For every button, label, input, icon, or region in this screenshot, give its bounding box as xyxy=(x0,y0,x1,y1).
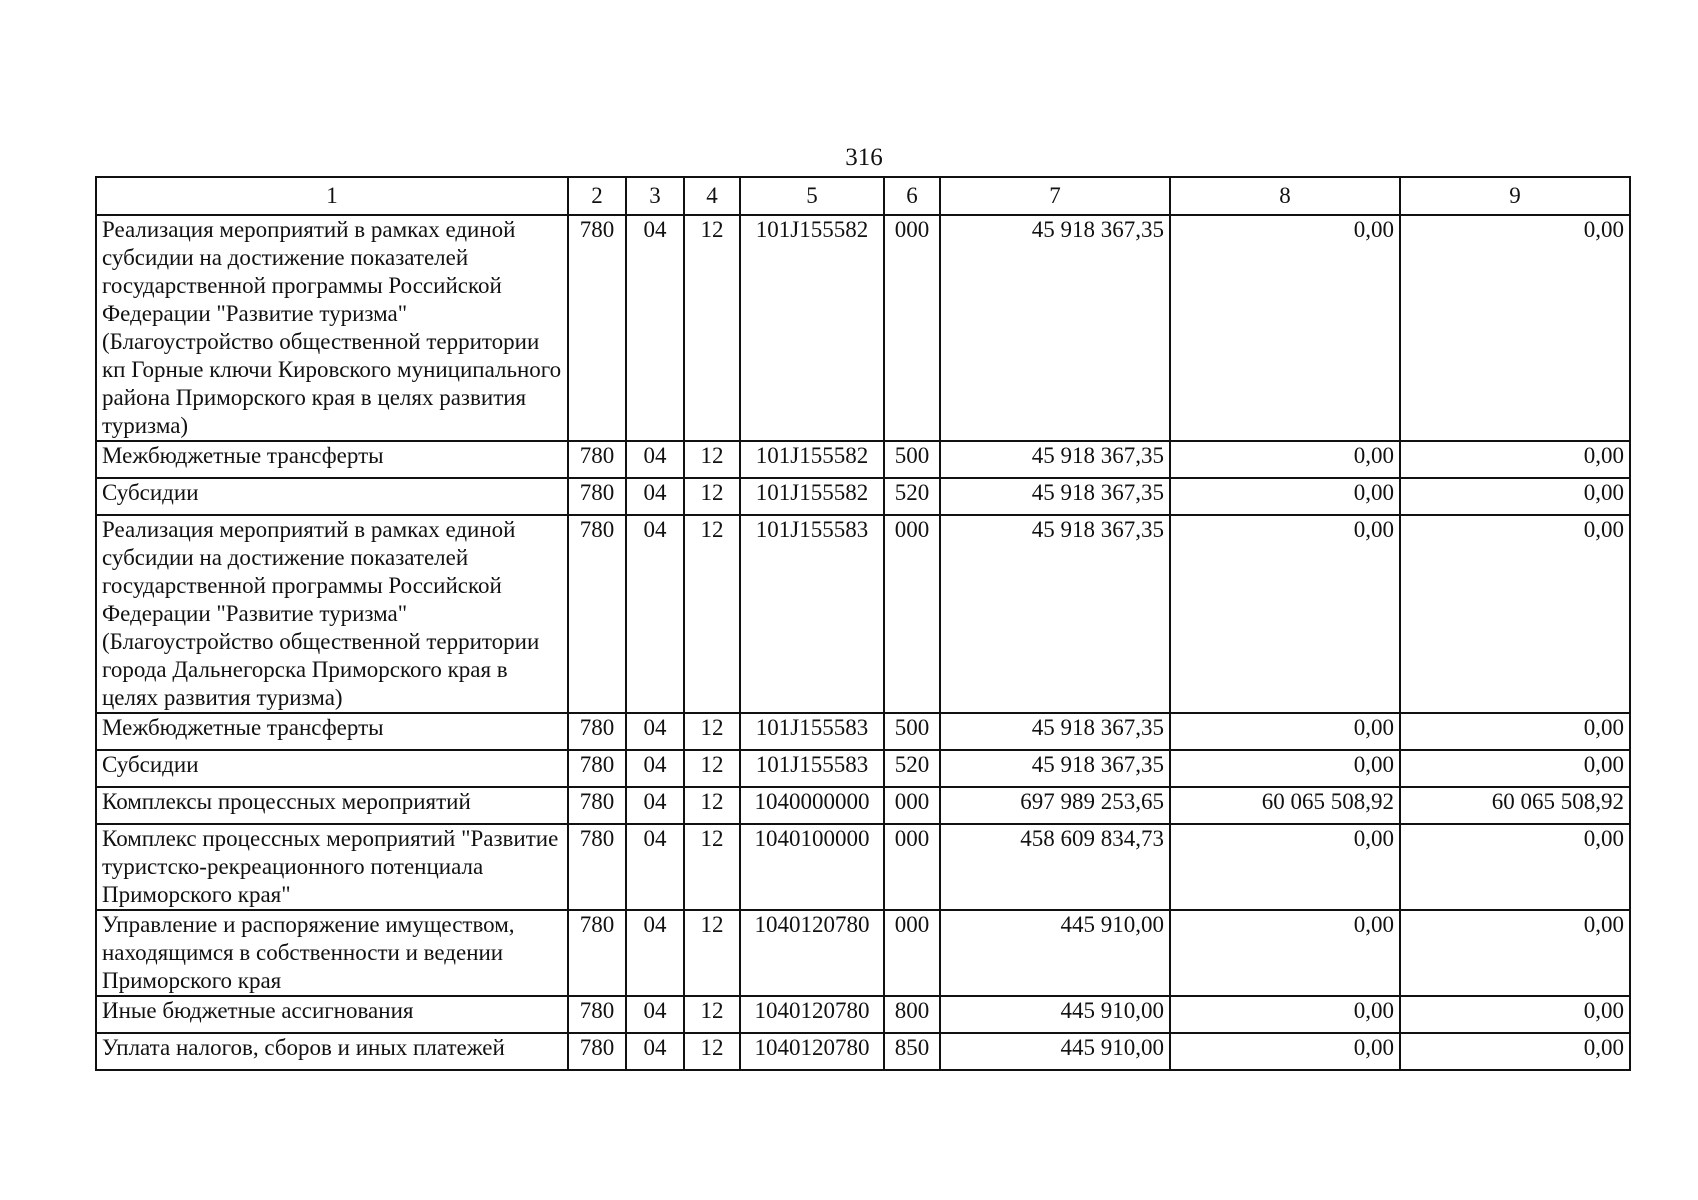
cell-col8: 0,00 xyxy=(1170,750,1400,787)
cell-col8: 0,00 xyxy=(1170,910,1400,996)
cell-col7: 445 910,00 xyxy=(940,1033,1170,1070)
cell-col9: 0,00 xyxy=(1400,1033,1630,1070)
table-row xyxy=(96,750,1630,787)
table-row xyxy=(96,441,1630,478)
row-name: Субсидии xyxy=(96,478,568,515)
cell-col9: 0,00 xyxy=(1400,515,1630,713)
cell-col5: 101J155582 xyxy=(740,478,884,515)
header-cell: 5 xyxy=(740,177,884,215)
header-row xyxy=(96,177,1630,215)
cell-col6: 000 xyxy=(884,824,940,910)
row-name: Комплекс процессных мероприятий "Развитие туристско-рекреационного потенциала Приморского края" xyxy=(96,824,568,910)
cell-col8: 0,00 xyxy=(1170,478,1400,515)
cell-col4: 12 xyxy=(684,215,740,441)
cell-col7: 45 918 367,35 xyxy=(940,713,1170,750)
cell-col2: 780 xyxy=(568,1033,626,1070)
cell-col2: 780 xyxy=(568,750,626,787)
cell-col8: 0,00 xyxy=(1170,215,1400,441)
header-cell: 4 xyxy=(684,177,740,215)
cell-col9: 60 065 508,92 xyxy=(1400,787,1630,824)
cell-col4: 12 xyxy=(684,910,740,996)
cell-col9: 0,00 xyxy=(1400,478,1630,515)
cell-col8: 0,00 xyxy=(1170,713,1400,750)
cell-col5: 1040120780 xyxy=(740,1033,884,1070)
cell-col2: 780 xyxy=(568,787,626,824)
cell-col8: 0,00 xyxy=(1170,515,1400,713)
cell-col4: 12 xyxy=(684,750,740,787)
cell-col9: 0,00 xyxy=(1400,713,1630,750)
cell-col6: 000 xyxy=(884,215,940,441)
cell-col8: 0,00 xyxy=(1170,996,1400,1033)
cell-col7: 445 910,00 xyxy=(940,996,1170,1033)
page-number: 316 xyxy=(845,144,883,171)
table-row xyxy=(96,824,1630,910)
table-row xyxy=(96,787,1630,824)
cell-col6: 000 xyxy=(884,515,940,713)
cell-col4: 12 xyxy=(684,996,740,1033)
cell-col2: 780 xyxy=(568,515,626,713)
cell-col5: 101J155583 xyxy=(740,750,884,787)
cell-col7: 45 918 367,35 xyxy=(940,441,1170,478)
cell-col3: 04 xyxy=(626,515,684,713)
row-name: Комплексы процессных мероприятий xyxy=(96,787,568,824)
cell-col9: 0,00 xyxy=(1400,215,1630,441)
cell-col3: 04 xyxy=(626,787,684,824)
cell-col4: 12 xyxy=(684,515,740,713)
cell-col6: 850 xyxy=(884,1033,940,1070)
cell-col7: 45 918 367,35 xyxy=(940,515,1170,713)
cell-col5: 1040000000 xyxy=(740,787,884,824)
cell-col9: 0,00 xyxy=(1400,441,1630,478)
cell-col5: 1040120780 xyxy=(740,996,884,1033)
row-name: Межбюджетные трансферты xyxy=(96,441,568,478)
header-cell: 1 xyxy=(96,177,568,215)
cell-col3: 04 xyxy=(626,478,684,515)
cell-col7: 45 918 367,35 xyxy=(940,478,1170,515)
table-row xyxy=(96,515,1630,713)
cell-col6: 520 xyxy=(884,478,940,515)
cell-col8: 0,00 xyxy=(1170,441,1400,478)
cell-col5: 101J155582 xyxy=(740,441,884,478)
row-name: Уплата налогов, сборов и иных платежей xyxy=(96,1033,568,1070)
cell-col8: 0,00 xyxy=(1170,1033,1400,1070)
header-cell: 9 xyxy=(1400,177,1630,215)
table-row xyxy=(96,478,1630,515)
cell-col7: 697 989 253,65 xyxy=(940,787,1170,824)
cell-col2: 780 xyxy=(568,478,626,515)
cell-col6: 000 xyxy=(884,787,940,824)
cell-col5: 101J155583 xyxy=(740,515,884,713)
header-cell: 2 xyxy=(568,177,626,215)
cell-col6: 520 xyxy=(884,750,940,787)
cell-col3: 04 xyxy=(626,996,684,1033)
cell-col3: 04 xyxy=(626,215,684,441)
cell-col4: 12 xyxy=(684,478,740,515)
header-cell: 6 xyxy=(884,177,940,215)
table-row xyxy=(96,1033,1630,1070)
cell-col8: 0,00 xyxy=(1170,824,1400,910)
budget-table xyxy=(95,176,1631,1071)
cell-col8: 60 065 508,92 xyxy=(1170,787,1400,824)
header-cell: 3 xyxy=(626,177,684,215)
cell-col2: 780 xyxy=(568,713,626,750)
row-name: Иные бюджетные ассигнования xyxy=(96,996,568,1033)
cell-col2: 780 xyxy=(568,996,626,1033)
cell-col4: 12 xyxy=(684,787,740,824)
cell-col4: 12 xyxy=(684,441,740,478)
row-name: Субсидии xyxy=(96,750,568,787)
cell-col7: 45 918 367,35 xyxy=(940,750,1170,787)
cell-col4: 12 xyxy=(684,824,740,910)
table-row xyxy=(96,996,1630,1033)
cell-col9: 0,00 xyxy=(1400,750,1630,787)
row-name: Межбюджетные трансферты xyxy=(96,713,568,750)
cell-col3: 04 xyxy=(626,713,684,750)
cell-col6: 000 xyxy=(884,910,940,996)
cell-col9: 0,00 xyxy=(1400,824,1630,910)
cell-col3: 04 xyxy=(626,1033,684,1070)
cell-col5: 101J155582 xyxy=(740,215,884,441)
cell-col5: 1040120780 xyxy=(740,910,884,996)
row-name: Управление и распоряжение имуществом, находящимся в собственности и ведении Приморского края xyxy=(96,910,568,996)
cell-col2: 780 xyxy=(568,824,626,910)
cell-col2: 780 xyxy=(568,910,626,996)
cell-col3: 04 xyxy=(626,441,684,478)
cell-col9: 0,00 xyxy=(1400,910,1630,996)
cell-col7: 458 609 834,73 xyxy=(940,824,1170,910)
row-name: Реализация мероприятий в рамках единой субсидии на достижение показателей государственной программы Российской Федерации "Развитие туризма" (Благоустройство общественной территории города Дальнегорска Приморского края в целях развития туризма) xyxy=(96,515,568,713)
row-name: Реализация мероприятий в рамках единой субсидии на достижение показателей государственной программы Российской Федерации "Развитие туризма" (Благоустройство общественной территории кп Горные ключи Кировского муниципального района Приморского края в целях развития туризма) xyxy=(96,215,568,441)
cell-col5: 101J155583 xyxy=(740,713,884,750)
cell-col7: 45 918 367,35 xyxy=(940,215,1170,441)
cell-col4: 12 xyxy=(684,1033,740,1070)
table-row xyxy=(96,713,1630,750)
cell-col6: 500 xyxy=(884,441,940,478)
cell-col3: 04 xyxy=(626,910,684,996)
header-cell: 7 xyxy=(940,177,1170,215)
cell-col3: 04 xyxy=(626,750,684,787)
cell-col6: 800 xyxy=(884,996,940,1033)
cell-col2: 780 xyxy=(568,215,626,441)
cell-col5: 1040100000 xyxy=(740,824,884,910)
cell-col7: 445 910,00 xyxy=(940,910,1170,996)
table-row xyxy=(96,215,1630,441)
cell-col4: 12 xyxy=(684,713,740,750)
cell-col6: 500 xyxy=(884,713,940,750)
cell-col3: 04 xyxy=(626,824,684,910)
cell-col2: 780 xyxy=(568,441,626,478)
table-row xyxy=(96,910,1630,996)
header-cell: 8 xyxy=(1170,177,1400,215)
cell-col9: 0,00 xyxy=(1400,996,1630,1033)
